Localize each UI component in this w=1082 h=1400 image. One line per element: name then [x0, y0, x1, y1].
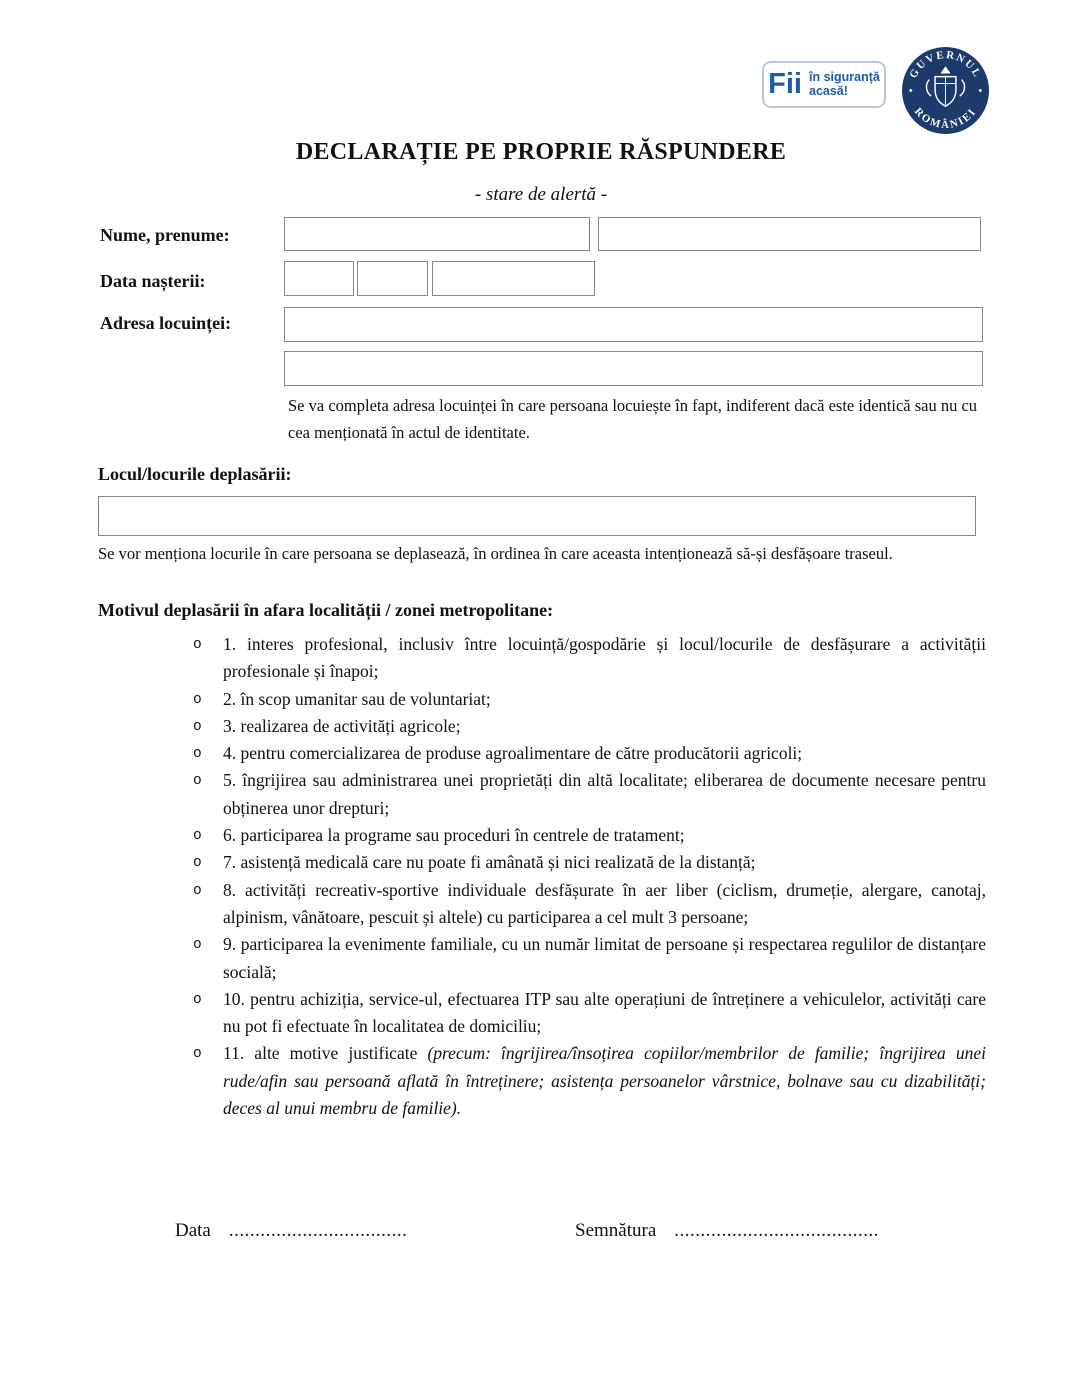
reason-item — [180, 931, 986, 986]
reason-text: 7. asistență medicală care nu poate fi amânată și nici realizată de la distanță; — [223, 852, 756, 873]
reason-text: 3. realizarea de activități agricole; — [223, 715, 461, 736]
government-seal-icon — [902, 47, 989, 134]
reason-item — [180, 822, 986, 849]
circle-bullet: o — [193, 746, 202, 763]
seal-top-text: GUVERNUL — [907, 49, 984, 81]
date-dotted-line: .................................. — [228, 1220, 408, 1241]
reason-text: 6. participarea la programe sau proceduri în centrele de tratament; — [223, 825, 685, 846]
circle-bullet: o — [193, 855, 202, 872]
birth-day-input[interactable] — [284, 261, 354, 296]
circle-bullet: o — [193, 637, 202, 653]
circle-bullet: o — [193, 691, 202, 708]
reason-text: 8. activități recreativ-sportive individuale desfășurate în aer liber (ciclism, drumeție, alergare, canotaj, alpinism, vânătoare, pescuit și altele) cu participarea a cel mult 3 persoane; — [223, 879, 986, 927]
badge-line1: în siguranță — [809, 69, 880, 84]
reason-item — [180, 877, 986, 932]
birth-year-input[interactable] — [432, 261, 595, 296]
reason-item — [180, 1040, 986, 1122]
reason-item — [180, 713, 986, 740]
reason-item — [180, 686, 986, 713]
guvernul-romaniei-seal — [902, 47, 989, 134]
first-name-input[interactable] — [598, 217, 981, 251]
reason-item — [180, 631, 986, 686]
reason-item — [180, 849, 986, 876]
badge-small-text — [809, 71, 880, 99]
reason-text: 1. interes profesional, inclusiv între locuință/gospodărie și locul/locurile de desfășurare a activității profesionale și înapoi; — [223, 634, 986, 682]
address-line2-input[interactable] — [284, 351, 983, 386]
document-title: DECLARAȚIE PE PROPRIE RĂSPUNDERE — [295, 139, 787, 165]
signature-group — [575, 1220, 879, 1242]
reason-item — [180, 740, 986, 767]
reason-text: 10. pentru achiziția, service-ul, efectuarea ITP sau alte operațiuni de întreținere a vehiculelor, activități care nu pot fi efectuate în localitatea de domiciliu; — [223, 988, 986, 1037]
circle-bullet: o — [193, 937, 202, 954]
date-group — [175, 1220, 407, 1242]
fii-acasa-badge — [762, 61, 886, 108]
address-note: Se va completa adresa locuinței în care persoana locuiește în fapt, indiferent dacă este identică sau nu cu cea menționată în actul de identitate. — [288, 396, 978, 443]
travel-locations-label: Locul/locurile deplasării: — [98, 464, 292, 484]
last-name-input[interactable] — [284, 217, 590, 251]
circle-bullet: o — [193, 882, 202, 899]
reasons-list — [180, 631, 986, 1122]
badge-big-text: Fii — [768, 68, 802, 100]
circle-bullet: o — [193, 828, 202, 845]
signature-dotted-line: ....................................... — [674, 1220, 880, 1241]
birth-date-label: Data nașterii: — [100, 271, 206, 291]
reason-text: 9. participarea la evenimente familiale, cu un număr limitat de persoane și respectarea regulilor de distanțare socială; — [223, 934, 986, 982]
birth-month-input[interactable] — [357, 261, 428, 296]
reason-text: 5. îngrijirea sau administrarea unei proprietăți din altă localitate; eliberarea de documente necesare pentru obținerea unor drepturi; — [223, 770, 986, 818]
address-label: Adresa locuinței: — [100, 313, 232, 333]
date-label: Data — [175, 1220, 211, 1241]
circle-bullet: o — [193, 1046, 202, 1063]
circle-bullet: o — [193, 991, 202, 1008]
reason-text: 4. pentru comercializarea de produse agroalimentare de către producătorii agricoli; — [223, 743, 803, 764]
reasons-heading: Motivul deplasării în afara localității / zonei metropolitane: — [98, 600, 554, 620]
reason-text: 11. alte motive justificate — [223, 1043, 428, 1064]
seal-bottom-text: ROMÂNIEI — [911, 105, 980, 132]
name-label: Nume, prenume: — [100, 225, 230, 245]
badge-line2: acasă! — [809, 83, 848, 98]
reason-item — [180, 767, 986, 822]
circle-bullet: o — [193, 773, 202, 790]
reason-text-italic: (precum: îngrijirea/însoțirea copiilor/membrilor de familie; îngrijirea unei rude/afin sau persoană aflată în întreținere; asistența persoanelor vârstnice, bolnave sau cu dizabilități; deces al unui membru de familie). — [223, 1043, 986, 1119]
address-line1-input[interactable] — [284, 307, 983, 342]
signature-label: Semnătura — [575, 1220, 657, 1241]
travel-locations-input[interactable] — [98, 496, 976, 536]
reason-item — [180, 986, 986, 1041]
travel-note: Se vor menționa locurile în care persoana se deplasează, în ordinea în care aceasta intenționează să-și desfășoare traseul. — [98, 544, 893, 563]
document-subtitle: - stare de alertă - — [474, 184, 608, 205]
circle-bullet: o — [193, 718, 202, 735]
reason-text: 2. în scop umanitar sau de voluntariat; — [223, 688, 491, 709]
